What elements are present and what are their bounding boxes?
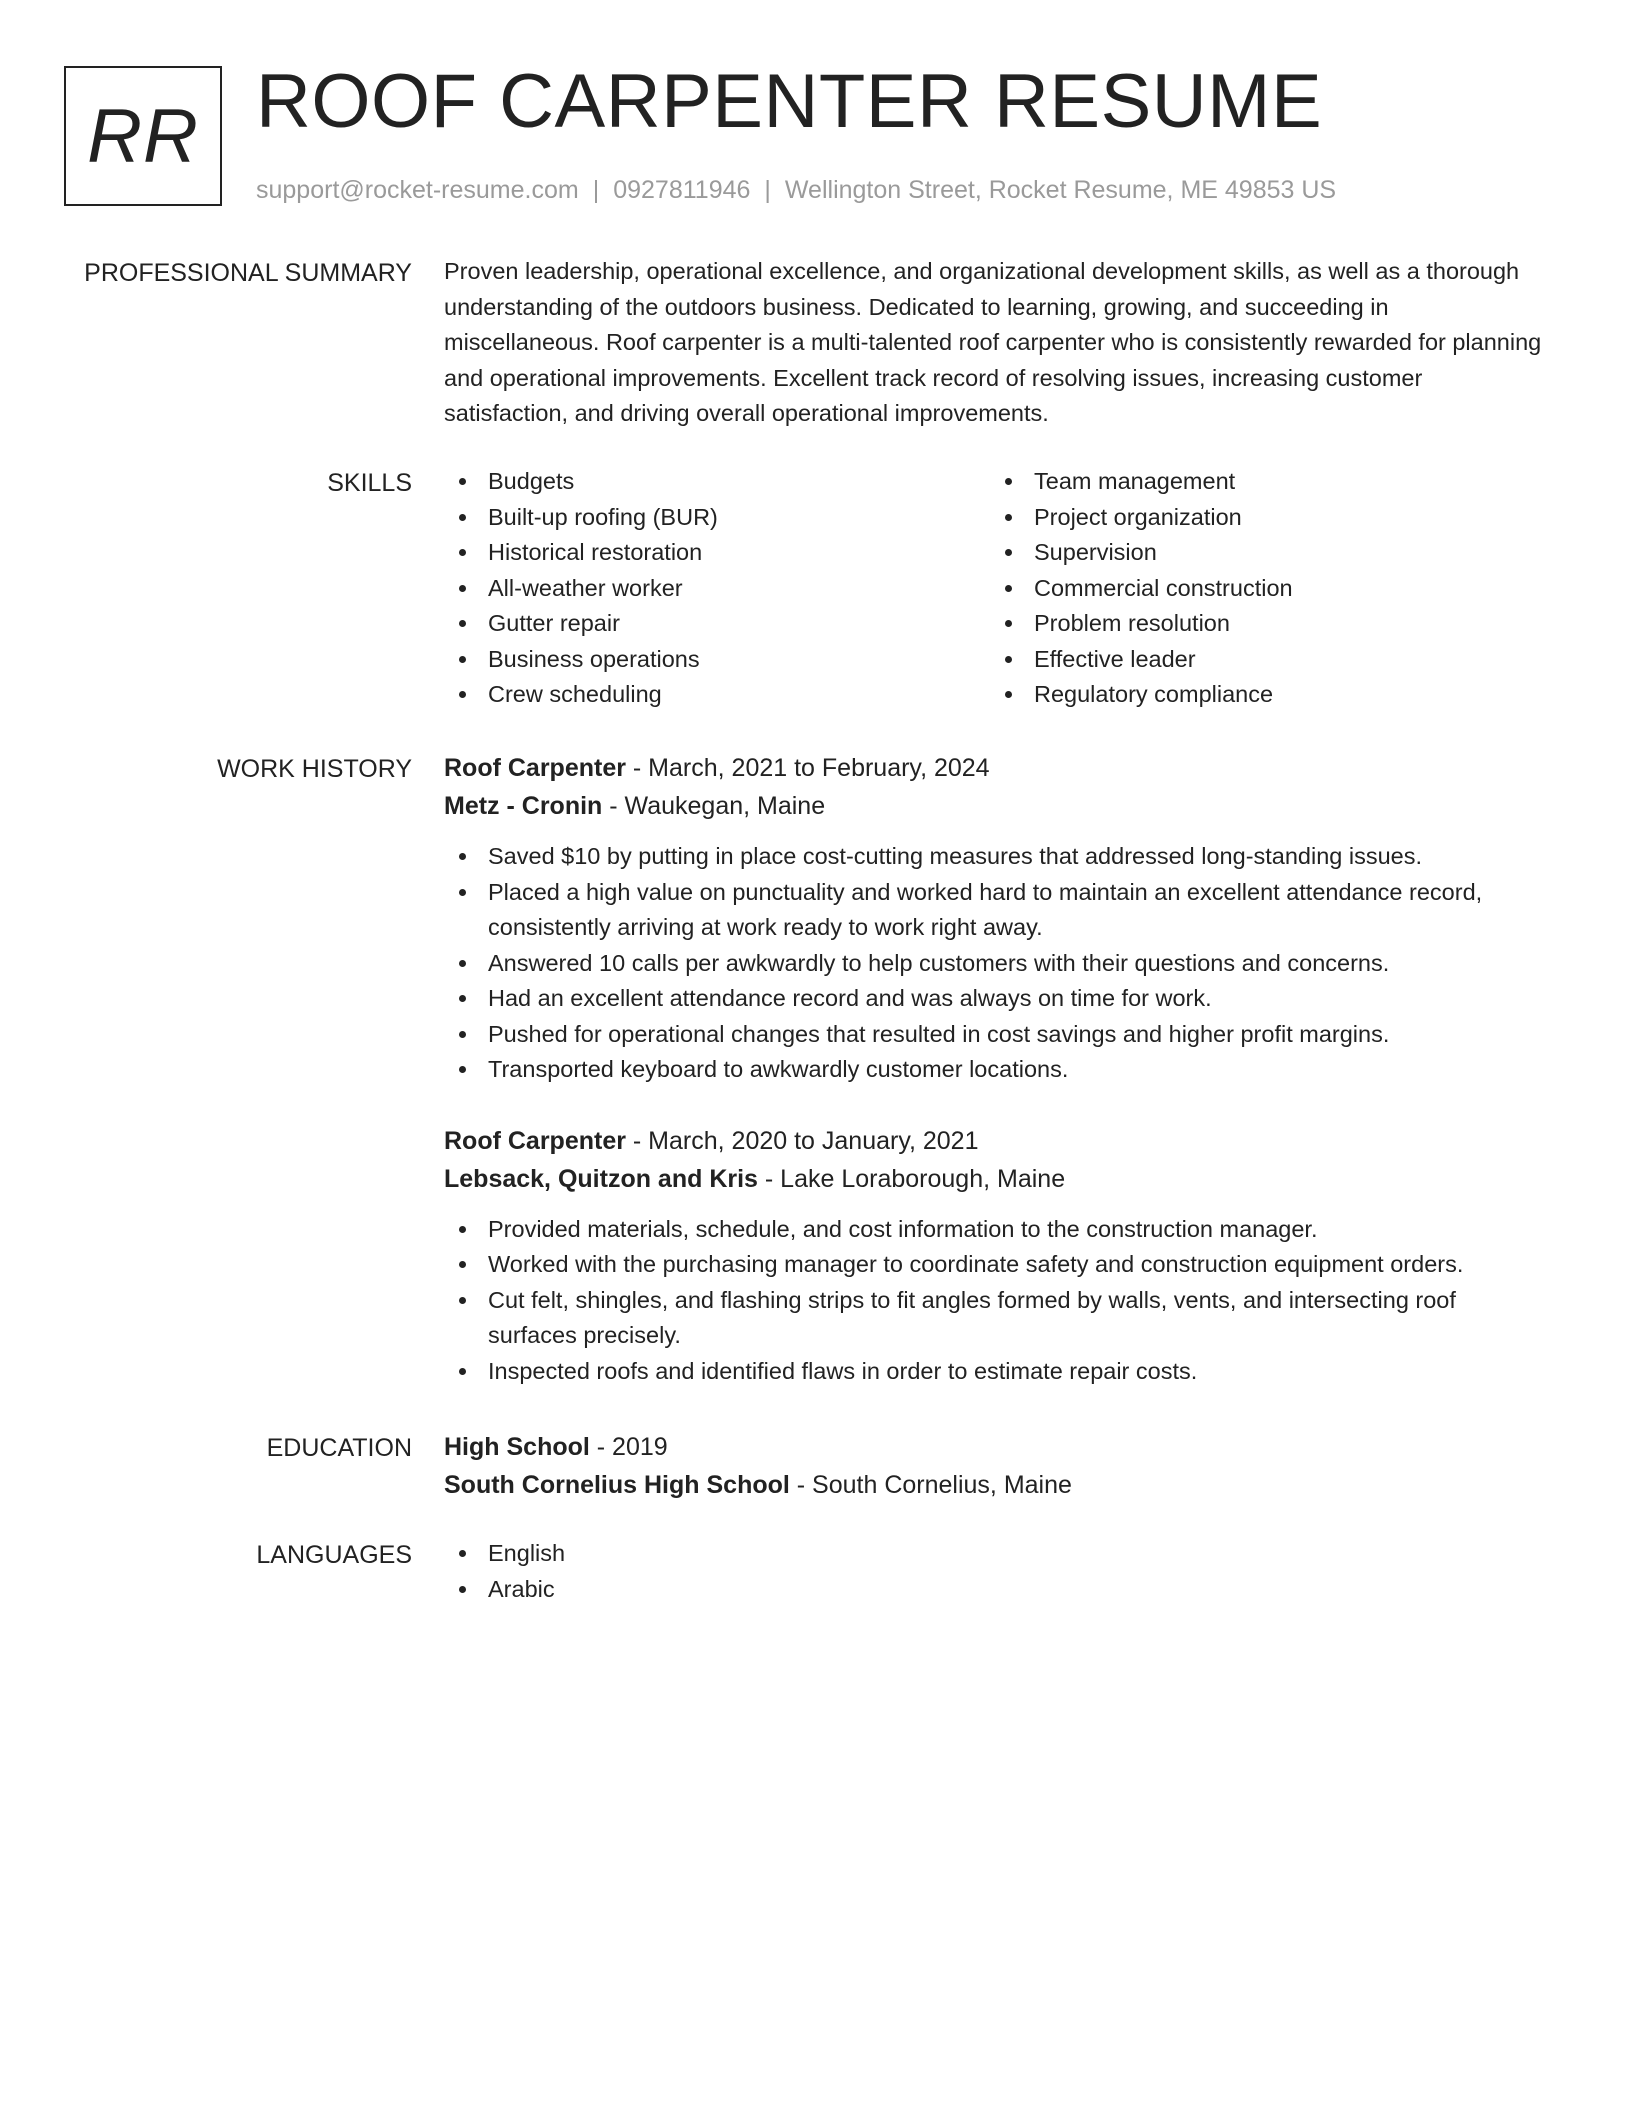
job-location: - Lake Loraborough, Maine [757, 1164, 1066, 1193]
language-item: English [444, 1536, 1544, 1572]
job-duty: Had an excellent attendance record and was always on time for work. [444, 981, 1544, 1017]
skill-item: Budgets [444, 464, 990, 500]
skill-item: Commercial construction [990, 571, 1536, 607]
job-title: Roof Carpenter [444, 1126, 626, 1155]
work-history-body [444, 749, 1544, 1389]
monogram-logo: RR [64, 66, 222, 206]
contact-line [256, 174, 1336, 206]
contact-separator: | [764, 176, 771, 204]
job-company-line [444, 1160, 1544, 1198]
contact-address: Wellington Street, Rocket Resume, ME 49853 US [784, 176, 1337, 204]
job-dates: - March, 2020 to January, 2021 [625, 1126, 979, 1155]
job-title: Roof Carpenter [444, 754, 626, 782]
education-degree: High School [444, 1433, 590, 1461]
skills-column-left [444, 464, 990, 713]
job-entry [444, 749, 1544, 1088]
job-duty: Answered 10 calls per awkwardly to help customers with their questions and concerns. [444, 946, 1544, 982]
job-company: Lebsack, Quitzon and Kris [444, 1164, 758, 1193]
contact-separator: | [592, 176, 600, 204]
job-duty: Provided materials, schedule, and cost information to the construction manager. [444, 1212, 1544, 1248]
job-title-line [444, 749, 1544, 787]
language-list [444, 1536, 1544, 1607]
skill-item: All-weather worker [444, 571, 990, 607]
skills-body [444, 464, 1544, 713]
job-duty: Worked with the purchasing manager to coordinate safety and construction equipment orders. [444, 1247, 1544, 1283]
job-duty: Saved $10 by putting in place cost-cutting measures that addressed long-standing issues. [444, 839, 1544, 875]
job-duty: Inspected roofs and identified flaws in order to estimate repair costs. [444, 1354, 1544, 1390]
contact-phone: 0927811946 [613, 176, 751, 204]
skills-heading: SKILLS [327, 469, 412, 497]
language-item: Arabic [444, 1572, 1544, 1608]
job-duty: Pushed for operational changes that resulted in cost savings and higher profit margins. [444, 1017, 1544, 1053]
job-duty: Placed a high value on punctuality and worked hard to maintain an excellent attendance record, consistently arriving at work ready to work right away. [444, 875, 1544, 946]
work-history-heading: WORK HISTORY [217, 755, 412, 783]
skills-grid [444, 464, 1544, 713]
skill-item: Business operations [444, 642, 990, 678]
skill-item: Regulatory compliance [990, 677, 1536, 713]
education-school-line [444, 1466, 1544, 1504]
summary-text: Proven leadership, operational excellence, and organizational development skills, as well as a thorough understanding of the outdoors business. Dedicated to learning, growing, and succeeding in miscellaneous. Roof carpenter is a multi-talented roof carpenter who is consistently rewarded for planning and operational improvements. Excellent track record of resolving issues, increasing customer satisfaction, and driving overall operational improvements. [444, 258, 1542, 426]
job-company: Metz - Cronin [444, 792, 603, 820]
resume-title: ROOF CARPENTER RESUME [256, 59, 1323, 144]
job-duty: Cut felt, shingles, and flashing strips to fit angles formed by walls, vents, and intersecting roof surfaces precisely. [444, 1283, 1544, 1354]
job-title-line [444, 1122, 1544, 1160]
education-heading: EDUCATION [266, 1434, 412, 1462]
skill-item: Team management [990, 464, 1536, 500]
skill-item: Crew scheduling [444, 677, 990, 713]
job-duty: Transported keyboard to awkwardly customer locations. [444, 1052, 1544, 1088]
job-dates: - March, 2021 to February, 2024 [625, 754, 990, 782]
education-degree-line [444, 1428, 1544, 1466]
job-entry [444, 1122, 1544, 1390]
skill-item: Historical restoration [444, 535, 990, 571]
job-company-line [444, 787, 1544, 825]
education-school: South Cornelius High School [444, 1471, 790, 1499]
languages-body [444, 1536, 1544, 1607]
education-location: - South Cornelius, Maine [789, 1471, 1072, 1499]
education-year: - 2019 [589, 1433, 668, 1461]
summary-body [444, 254, 1544, 432]
skill-item: Built-up roofing (BUR) [444, 500, 990, 536]
skills-column-right [990, 464, 1536, 713]
languages-heading: LANGUAGES [256, 1541, 412, 1569]
skill-item: Supervision [990, 535, 1536, 571]
education-body [444, 1428, 1544, 1504]
job-location: - Waukegan, Maine [602, 792, 826, 820]
skill-item: Effective leader [990, 642, 1536, 678]
job-duties [444, 1212, 1544, 1390]
contact-email: support@rocket-resume.com [256, 176, 579, 204]
skill-item: Project organization [990, 500, 1536, 536]
job-duties [444, 839, 1544, 1088]
skill-item: Problem resolution [990, 606, 1536, 642]
summary-heading: PROFESSIONAL SUMMARY [84, 259, 412, 287]
skill-item: Gutter repair [444, 606, 990, 642]
